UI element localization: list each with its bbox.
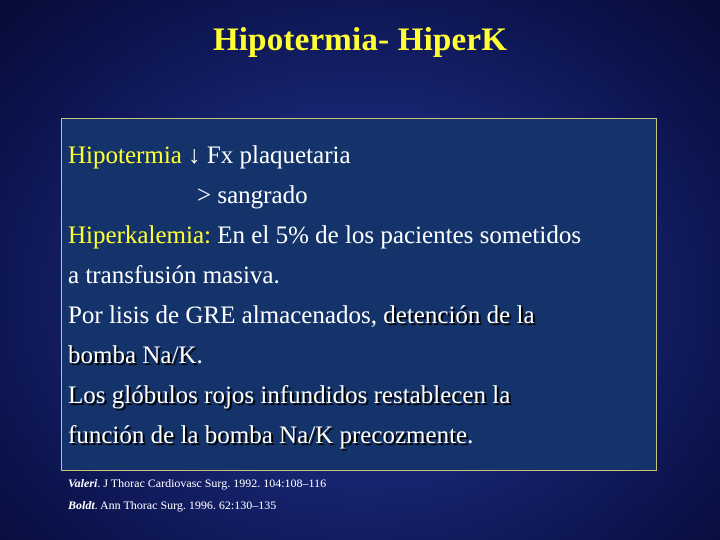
text-funcion: función de la bomba Na/K precozmente	[68, 422, 468, 449]
slide-title: Hipotermia- HiperK	[212, 22, 508, 58]
line-sangrado	[197, 181, 308, 211]
text-bomba-end: .	[196, 342, 203, 369]
line-globulos	[68, 381, 510, 411]
text-funcion-end: .	[467, 422, 474, 449]
line-hiperkalemia	[68, 221, 581, 251]
label-hiperkalemia: Hiperkalemia:	[68, 222, 211, 249]
text-transfusion: a transfusión masiva.	[68, 262, 280, 289]
content-box	[61, 118, 657, 471]
line-transfusion	[68, 261, 280, 291]
text-hiperkalemia: En el 5% de los pacientes sometidos	[217, 222, 582, 249]
label-hipotermia: Hipotermia	[68, 142, 182, 169]
text-lisis: Por lisis de GRE almacenados,	[68, 302, 384, 329]
reference-1-citation: . J Thorac Cardiovasc Surg. 1992. 104:108–116	[97, 476, 327, 490]
reference-2-citation: . Ann Thorac Surg. 1996. 62:130–135	[94, 498, 277, 512]
down-arrow-icon: ↓	[188, 142, 201, 169]
reference-1	[68, 476, 326, 491]
line-lisis	[68, 301, 535, 331]
reference-1-author: Valeri	[68, 476, 98, 490]
text-globulos: Los glóbulos rojos infundidos restablecen la	[68, 382, 511, 409]
text-fx-plaquetaria: Fx plaquetaria	[206, 142, 351, 169]
line-bomba	[68, 341, 203, 371]
line-funcion	[68, 421, 473, 451]
line-hipotermia	[68, 141, 351, 171]
text-bomba: bomba Na/K	[68, 342, 197, 369]
text-sangrado: > sangrado	[197, 182, 308, 209]
reference-2-author: Boldt	[68, 498, 95, 512]
text-detencion: detención de la	[383, 302, 535, 329]
reference-2	[68, 498, 276, 513]
